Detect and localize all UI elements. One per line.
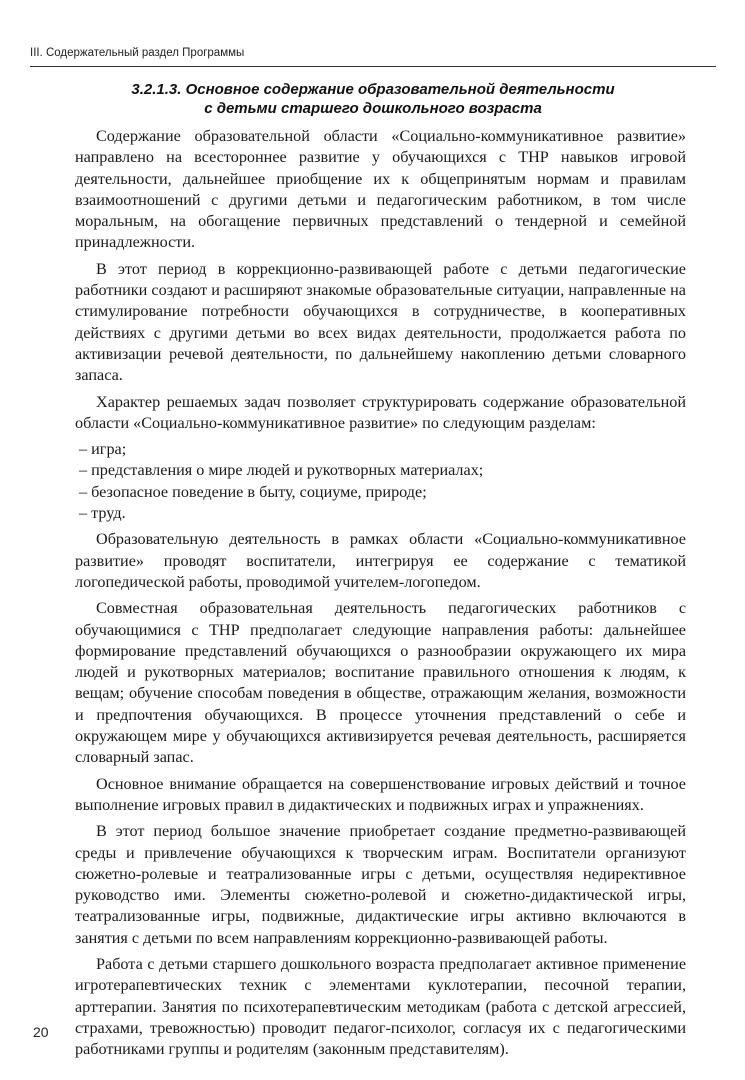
paragraph-educators: Образовательную деятельность в рамках области «Социально-коммуникативное развитие» проводят воспитатели, интегрируя ее содержание с тематикой логопедической работы, проводимой учителем-логопедом. [75, 530, 686, 591]
section-title [78, 80, 668, 118]
paragraph-developing-environment: В этот период большое значение приобретает создание предметно-развивающей среды и привлечение обучающихся к творческим играм. Воспитатели организуют сюжетно-ролевые и театрализованные игры с детьми, осуществляя недирективное руководство ими. Элементы сюжетно-ролевой и сюжетно-дидактической игры, театрализованные игры, подвижные, дидактические игры активно включаются в занятия с детьми по всем направлениям коррекционно-развивающей работы. [75, 822, 686, 947]
header-rule [30, 66, 716, 67]
list-item: – представления о мире людей и рукотворных материалах; [79, 461, 484, 480]
paragraph-game-actions: Основное внимание обращается на совершенствование игровых действий и точное выполнение игровых правил в дидактических и подвижных играх и упражнениях. [75, 774, 686, 814]
paragraph-joint-activity: Совместная образовательная деятельность педагогических работников с обучающимися с ТНР предполагает следующие направления работы: дальнейшее формирование представлений обучающихся о разнообразии окружающего их мира людей и рукотворных материалов; воспитание правильного отношения к людям, к вещам; обучение способам поведения в обществе, отражающим желания, возможности и предпочтения обучающихся. В процессе уточнения представлений о себе и окружающем мире у обучающихся активизируется речевая деятельность, расширяется словарный запас. [75, 599, 686, 767]
body-text [75, 126, 686, 1065]
list-item: – труд. [79, 504, 126, 523]
sections-list [75, 439, 686, 524]
list-item: – безопасное поведение в быту, социуме, природе; [79, 482, 427, 501]
paragraph-correction-work: В этот период в коррекционно-развивающей работе с детьми педагогические работники создают и расширяют знакомые образовательные ситуации, направленные на стимулирование потребности обучающихся в сотрудничестве, в кооперативных действиях с другими детьми во всех видах деятельности, продолжается работа по активизации речевой деятельности, по дальнейшему накоплению детьми словарного запаса. [75, 259, 686, 385]
page-number: 20 [33, 1024, 49, 1040]
section-title-line-2: с детьми старшего дошкольного возраста [204, 100, 542, 117]
section-title-line-1: 3.2.1.3. Основное содержание образовательной деятельности [131, 81, 615, 98]
paragraph-social-communicative: Содержание образовательной области «Социально-коммуникативное развитие» направлено на всестороннее развитие у обучающихся с ТНР навыков игровой деятельности, дальнейшее приобщение их к общепринятым нормам и правилам взаимоотношений с другими детьми и педагогическим работником, в том числе моральным, на обогащение первичных представлений о тендерной и семейной принадлежности. [75, 127, 686, 252]
paragraph-play-therapy: Работа с детьми старшего дошкольного возраста предполагает активное применение игротерапевтических техник с элементами куклотерапии, песочной терапии, арттерапии. Занятия по психотерапевтическим методикам (работа с детской агрессией, страхами, тревожностью) проводит педагог-психолог, согласуя их с педагогическими работниками группы и родителям (законным представителям). [75, 954, 686, 1059]
running-head: III. Содержательный раздел Программы [30, 47, 245, 59]
list-item: – игра; [79, 440, 127, 459]
paragraph-task-structure: Характер решаемых задач позволяет структурировать содержание образовательной области «Социально-коммуникативное развитие» по следующим разделам: [75, 392, 686, 432]
